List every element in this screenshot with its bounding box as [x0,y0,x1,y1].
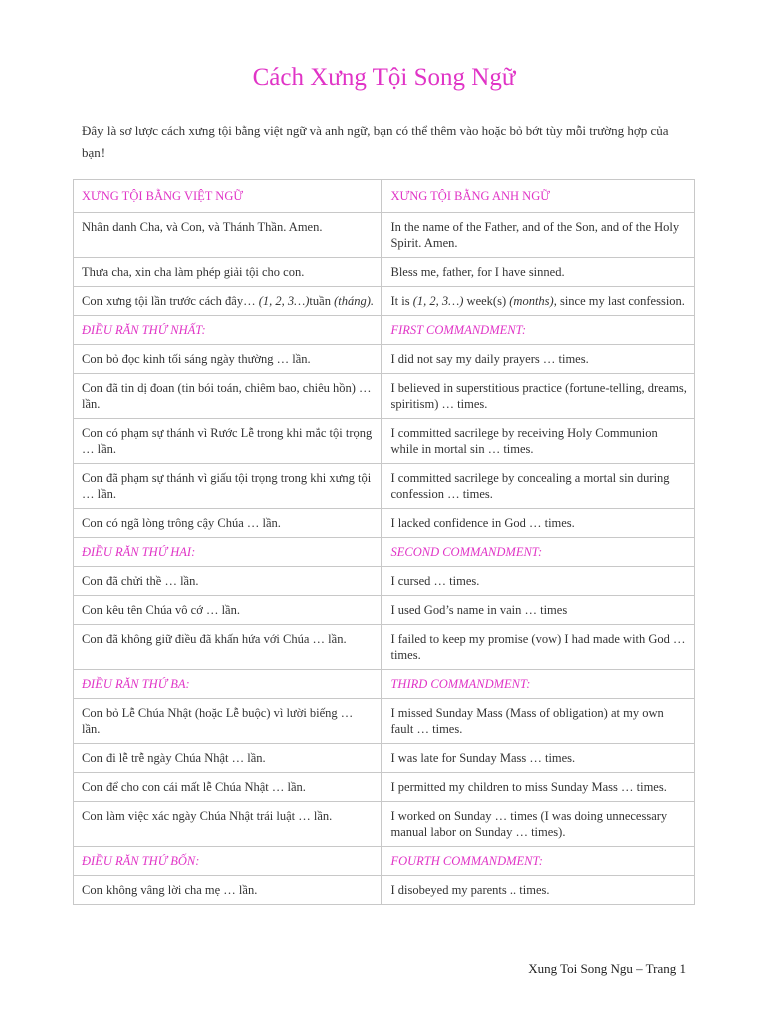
section-header-row [74,538,695,567]
cell-vietnamese [74,287,382,316]
table-row [74,419,695,464]
section-title-vietnamese: ĐIỀU RĂN THỨ NHẤT: [74,316,382,345]
header-english: XƯNG TỘI BẰNG ANH NGỮ [382,180,695,213]
cell-vietnamese: Con đã tin dị đoan (tin bói toán, chiêm bao, chiêu hồn) … lần. [74,374,382,419]
table-row [74,258,695,287]
table-row [74,509,695,538]
cell-vietnamese: Con có phạm sự thánh vì Rước Lễ trong khi mắc tội trọng … lần. [74,419,382,464]
table-row [74,287,695,316]
table-row [74,596,695,625]
table-row [74,699,695,744]
cell-english [382,287,695,316]
cell-english: I disobeyed my parents .. times. [382,876,695,905]
table-row [74,802,695,847]
cell-vietnamese: Con đã chửi thề … lần. [74,567,382,596]
cell-english: I was late for Sunday Mass … times. [382,744,695,773]
cell-vietnamese: Con kêu tên Chúa vô cớ … lần. [74,596,382,625]
cell-vietnamese: Con đã không giữ điều đã khấn hứa với Chúa … lần. [74,625,382,670]
section-title-english: FIRST COMMANDMENT: [382,316,695,345]
cell-english: I committed sacrilege by receiving Holy Communion while in mortal sin … times. [382,419,695,464]
cell-english: I believed in superstitious practice (fortune-telling, dreams, spiritism) … times. [382,374,695,419]
text-segment: Con xưng tội lần trước cách đây… [82,294,259,308]
cell-english: I lacked confidence in God … times. [382,509,695,538]
text-segment-italic: (tháng). [334,294,375,308]
cell-english: I worked on Sunday … times (I was doing unnecessary manual labor on Sunday … times). [382,802,695,847]
page-title: Cách Xưng Tội Song Ngữ [252,64,516,91]
header-vietnamese: XƯNG TỘI BẰNG VIỆT NGỮ [74,180,382,213]
table-row [74,773,695,802]
text-segment-italic: (months) [509,294,554,308]
text-segment: , since my last confession. [553,294,685,308]
table-row [74,345,695,374]
cell-english: I used God’s name in vain … times [382,596,695,625]
cell-vietnamese: Con làm việc xác ngày Chúa Nhật trái luật … lần. [74,802,382,847]
table-row [74,567,695,596]
cell-english: I permitted my children to miss Sunday Mass … times. [382,773,695,802]
cell-vietnamese: Con để cho con cái mất lễ Chúa Nhật … lần. [74,773,382,802]
cell-english: In the name of the Father, and of the Son, and of the Holy Spirit. Amen. [382,213,695,258]
table-row [74,625,695,670]
cell-vietnamese: Nhân danh Cha, và Con, và Thánh Thần. Amen. [74,213,382,258]
section-title-english: THIRD COMMANDMENT: [382,670,695,699]
text-segment-italic: (1, 2, 3…) [412,294,464,308]
cell-english: I failed to keep my promise (vow) I had made with God … times. [382,625,695,670]
section-title-vietnamese: ĐIỀU RĂN THỨ HAI: [74,538,382,567]
table-row [74,876,695,905]
table-row [74,744,695,773]
section-title-vietnamese: ĐIỀU RĂN THỨ BA: [74,670,382,699]
cell-english: I did not say my daily prayers … times. [382,345,695,374]
page-footer: Xung Toi Song Ngu – Trang 1 [528,961,686,976]
cell-vietnamese: Con có ngã lòng trông cậy Chúa … lần. [74,509,382,538]
confession-table [73,179,695,905]
cell-english: I committed sacrilege by concealing a mortal sin during confession … times. [382,464,695,509]
section-title-vietnamese: ĐIỀU RĂN THỨ BỐN: [74,847,382,876]
intro-paragraph: Đây là sơ lược cách xưng tội bằng việt ngữ và anh ngữ, bạn có thể thêm vào hoặc bỏ bớt tùy mỗi trường hợp của bạn! [82,123,669,160]
text-segment: tuần [309,294,335,308]
text-segment: It is [390,294,413,308]
cell-vietnamese: Con đi lễ trễ ngày Chúa Nhật … lần. [74,744,382,773]
table-row [74,374,695,419]
cell-vietnamese: Con bỏ đọc kinh tối sáng ngày thường … lần. [74,345,382,374]
section-title-english: SECOND COMMANDMENT: [382,538,695,567]
cell-english: Bless me, father, for I have sinned. [382,258,695,287]
section-header-row [74,316,695,345]
cell-vietnamese: Con đã phạm sự thánh vì giấu tội trọng trong khi xưng tội … lần. [74,464,382,509]
table-row [74,213,695,258]
section-header-row [74,847,695,876]
cell-english: I cursed … times. [382,567,695,596]
text-segment: week(s) [463,294,510,308]
text-segment-italic: (1, 2, 3…) [258,294,310,308]
cell-vietnamese: Con không vâng lời cha mẹ … lần. [74,876,382,905]
cell-vietnamese: Con bỏ Lễ Chúa Nhật (hoặc Lễ buộc) vì lười biếng … lần. [74,699,382,744]
section-title-english: FOURTH COMMANDMENT: [382,847,695,876]
table-row [74,464,695,509]
cell-english: I missed Sunday Mass (Mass of obligation) at my own fault … times. [382,699,695,744]
cell-vietnamese: Thưa cha, xin cha làm phép giải tội cho con. [74,258,382,287]
section-header-row [74,670,695,699]
table-header-row [74,180,695,213]
